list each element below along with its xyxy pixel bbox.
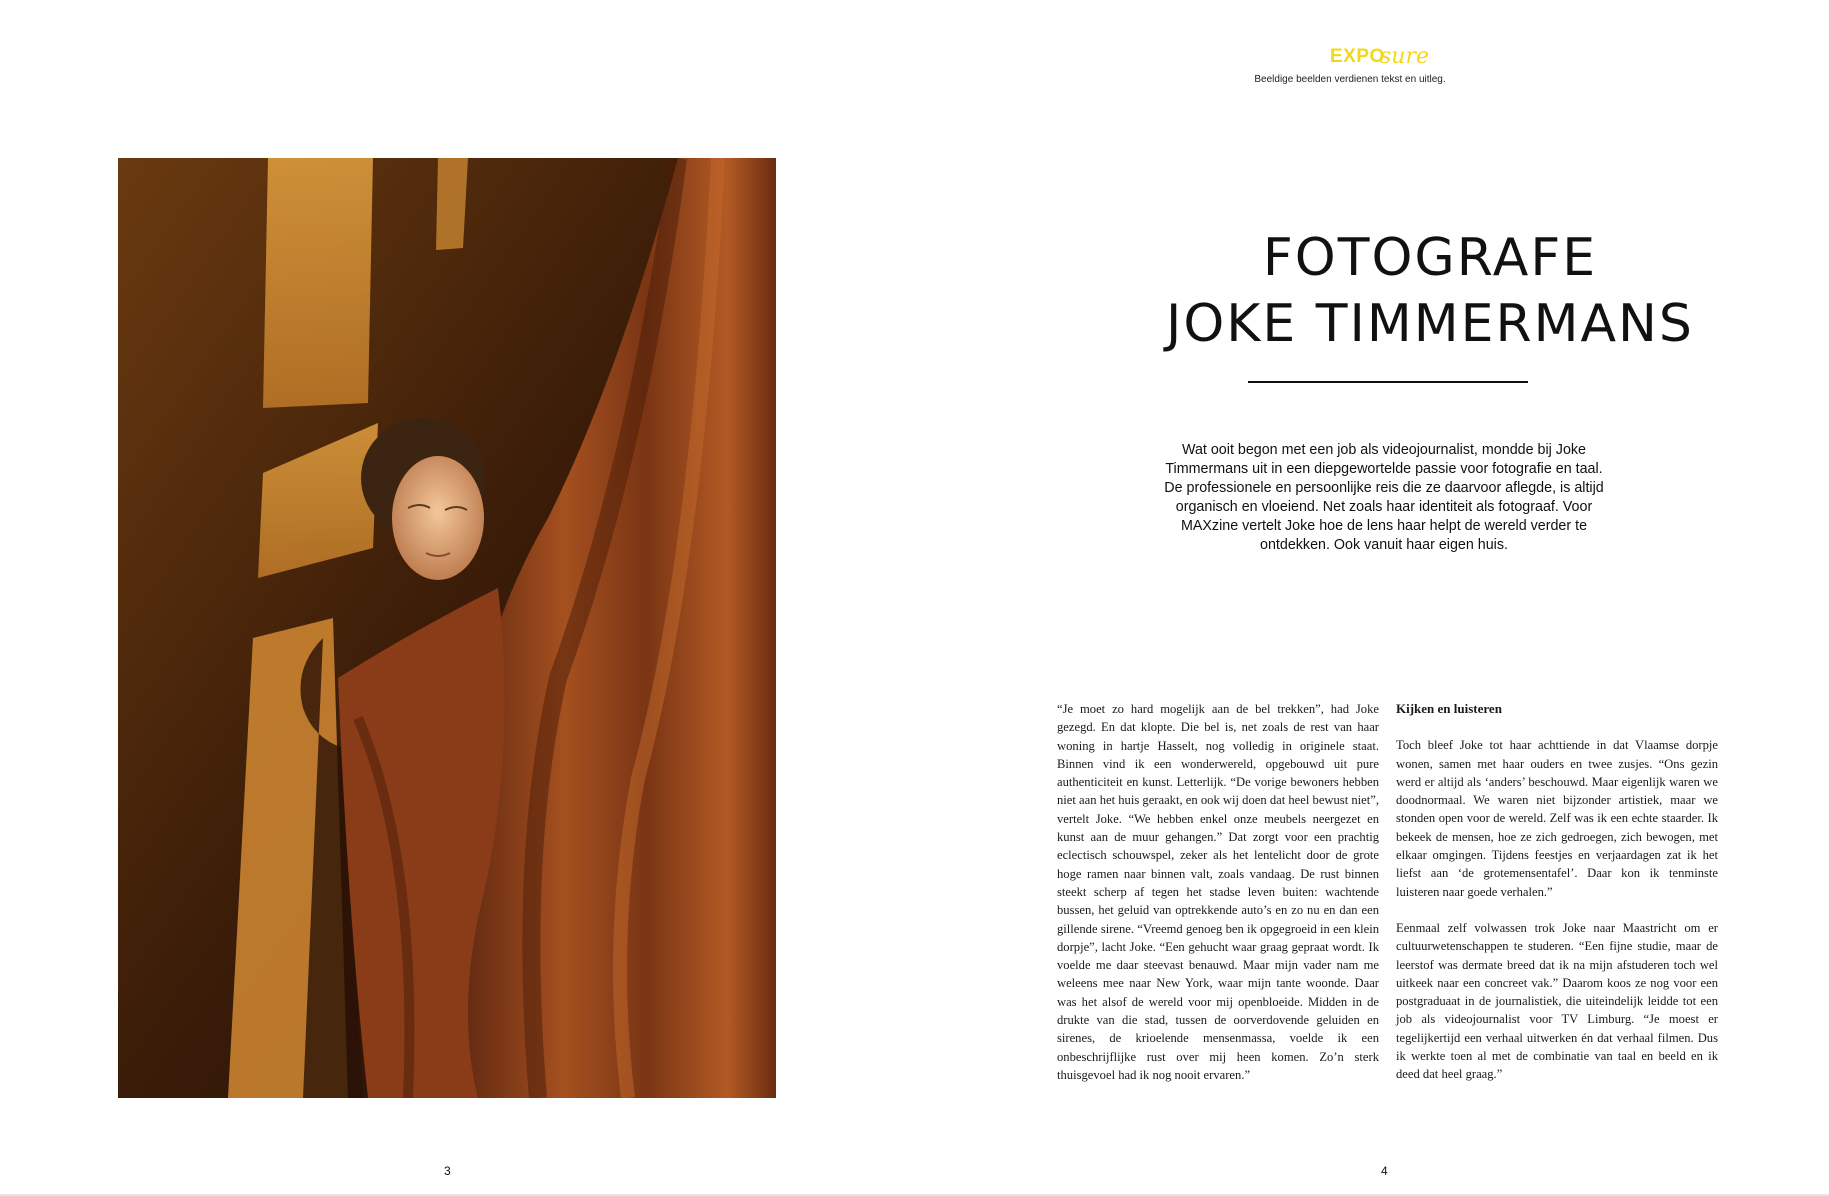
column-1-paragraph: “Je moet zo hard mogelijk aan de bel trekken”, had Joke gezegd. En dat klopte. Die bel is, net zoals de rest van haar woning in hartje Hasselt, nog volledig in originele staat. Binnen vind ik een wonderwereld, opgebouwd uit pure authenticiteit en kunst. Letterlijk. “De vorige bewoners hebben niet aan het huis geraakt, en ook wij doen dat heel bewust niet”, vertelt Joke. “We hebben enkel onze meubels neergezet en kunst aan de muur gehangen.” Dat zorgt voor een prachtig eclectisch schouwspel, zeker als het lentelicht door de grote hoge ramen naar binnen valt, zoals vandaag. De rust binnen steekt scherp af tegen het stadse leven buiten: wachtende bussen, het geluid van optrekkende auto’s en zo nu en dan een gillende sirene. “Vreemd genoeg ben ik opgegroeid in een klein dorpje”, lacht Joke. “Een gehucht waar graag gepraat wordt. Ik voelde me daar steevast benauwd. Maar mijn vader nam me weleens mee naar New York, waar mijn tante woonde. Daar was het alsof de wereld voor mij openbloeide. Midden in de drukte van die stad, tussen de oorverdovende geluiden en sirenes, de krioelende mensenmassa, voelde ik een onbeschrijflijke rust over mij heen komen. Zo’n sterk thuisgevoel had ik nog nooit ervaren.” [1057,702,1379,1082]
column-2-subheading: Kijken en luisteren [1396,701,1502,716]
column-2-paragraph-1: Toch bleef Joke tot haar achttiende in dat Vlaamse dorpje wonen, samen met haar ouders en twee zusjes. “Ons gezin werd er altijd als ‘anders’ beschouwd. Maar eigenlijk waren we doodnormaal. We waren niet bijzonder artistiek, maar we stonden open voor de wereld. Zelf was ik een echte staarder. Ik bekeek de mensen, hoe ze zich gedroegen, zich bewogen, met elkaar omgingen. Tijdens feestjes en verjaardagen zat ik het liefst aan ‘de grotemensentafel’. Daar kon ik tenminste luisteren naar goede verhalen.” [1396,738,1718,899]
logo-sure-text: sure [1380,44,1429,69]
article-title-line-1: FOTOGRAFE [1262,228,1598,288]
article-column-2 [1396,700,1718,1102]
logo-expo-text: EXPO [1330,46,1385,67]
page-number-left: 3 [444,1164,451,1178]
article-column-1 [1057,700,1379,1102]
portrait-photo [118,158,776,1098]
article-intro: Wat ooit begon met een job als videojournalist, mondde bij Joke Timmermans uit in een diepgewortelde passie voor fotografie en taal. De professionele en persoonlijke reis die ze daarvoor aflegde, is altijd organisch en vloeiend. Net zoals haar identiteit als fotograaf. Voor MAXzine vertelt Joke hoe de lens haar helpt de wereld verder te ontdekken. Ook vanuit haar eigen huis. [1164,442,1604,553]
column-2-paragraph-2: Eenmaal zelf volwassen trok Joke naar Maastricht om er cultuurwetenschappen te studeren. “Een fijne studie, maar de leerstof was dermate breed dat ik na mijn afstuderen toch wel uitkeek naar een concreet vak.” Daarom koos ze nog voor een postgraduaat in de journalistiek, die uiteindelijk leidde tot een job als videojournalist voor TV Limburg. “Je moest er tegelijkertijd een verhaal uitwerken én dat verhaal filmen. Dus ik werkte toen al met de combinatie van taal en beeld en ik deed dat heel graag.” [1396,920,1718,1082]
title-divider [1248,381,1528,383]
article-title-line-2: JOKE TIMMERMANS [1166,294,1694,354]
tagline: Beeldige beelden verdienen tekst en uitleg. [1254,74,1446,85]
page-number-right: 4 [1381,1164,1388,1178]
portrait-photo-image [118,158,776,1098]
